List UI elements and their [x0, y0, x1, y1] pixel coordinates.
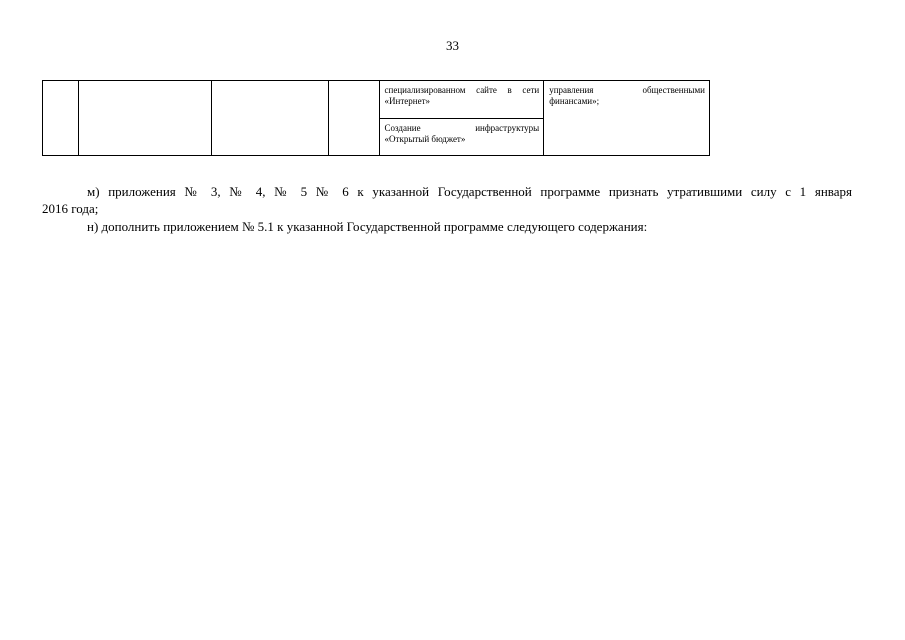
page-number: 33 — [446, 38, 459, 53]
table-cell-empty — [328, 81, 379, 156]
cell-text-line: Создание инфраструктуры — [384, 122, 540, 133]
cell-text-line: специализированном сайте в сети — [384, 85, 540, 95]
paragraph-m — [42, 183, 852, 217]
table-cell-empty — [78, 81, 211, 156]
program-table — [42, 80, 710, 156]
cell-text-line: «Интернет» — [384, 96, 431, 106]
table-cell-empty — [211, 81, 328, 156]
cell-text-line: управления общественными — [549, 85, 705, 95]
cell-text-line: «Открытый бюджет» — [384, 133, 466, 144]
paragraph-line: м) приложения № 3, № 4, № 5 № 6 к указанной Государственной программе признать утратившими силу с 1 января — [87, 184, 852, 199]
table-cell-empty — [43, 81, 79, 156]
table-row — [43, 81, 710, 119]
table-cell-result — [544, 81, 710, 156]
paragraph-line: 2016 года; — [42, 201, 99, 216]
table-cell-activity — [379, 118, 544, 156]
cell-text-line: финансами»; — [549, 96, 600, 106]
paragraph-n: н) дополнить приложением № 5.1 к указанной Государственной программе следующего содержания: — [87, 219, 648, 234]
table-cell-activity — [379, 81, 544, 119]
